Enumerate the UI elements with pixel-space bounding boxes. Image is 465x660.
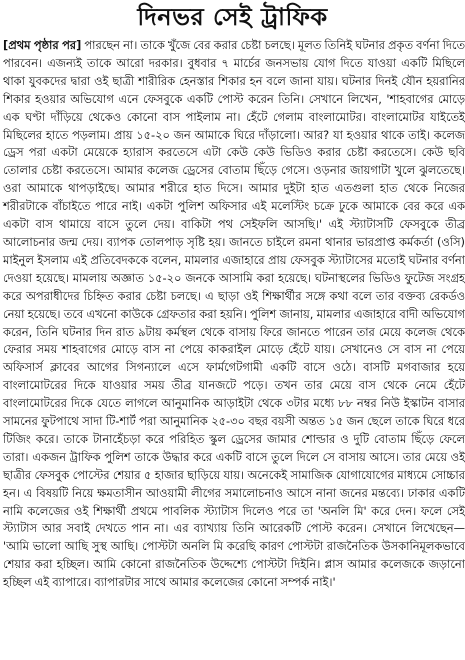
article-headline: দিনভর সেই ট্রাফিক [137,2,328,31]
article-body [3,37,465,592]
continuation-marker: [প্রথম পৃষ্ঠার পর] [3,38,82,52]
article-body-text: পারছেন না। তাকে খুঁজে বের করার চেষ্টা চলছে। মূলত তিনিই ঘটনার প্রকৃত বর্ণনা দিতে পারবেন। এজন্যই তাকে আরো দরকার। বুধবার ৭ মার্চের জনসভায় যোগ দিতে যাওয়া একটি মিছিলে থাকা যুবকদের দ্বারা ওই ছাত্রী শারীরিক হেনস্তার শিকার হন বলে জানা যায়। ঘটনার দিনই যৌন হয়রানির শিকার হওয়ার অভিযোগ এনে ফেসবুকে একটি পোস্ট করেন তিনি। সেখানে লিখেন, 'শাহবাগের মোড়ে এক ঘণ্টা দাঁড়িয়ে থেকেও কোনো বাস পাইলাম না। হেঁটে গেলাম বাংলামোটর। বাংলামোটর যাইতেই মিছিলের হাতে পড়লাম। প্রায় ১৫-২০ জন আমাকে ঘিরে দাঁড়ালো। আর? যা হওয়ার থাকে তাই। কলেজ ড্রেস পরা একটা মেয়েকে হ্যারাস করতেসে এটা কেউ কেউ ভিডিও করার চেষ্টা করতেসে। কেউ ছবি তোলার চেষ্টা করতেসে। আমার কলেজ ড্রেসের বোতাম ছিঁড়ে গেসে। ওড়নার জায়গাটা খুলে ঝুলতেছে। ওরা আমাকে থাপড়াইছে। আমার শরীরে হাত দিসে। আমার দুইটা হাত এতগুলা হাত থেকে নিজের শরীরটাকে বাঁচাইতে পারে নাই। একটা পুলিশ অফিসার এই মলেস্টিং চক্রে ঢুকে আমাকে বের করে এক একটা বাস থামায়ে বাসে তুলে দেয়। বাকিটা পথ সেইফলি আসছি।' এই স্ট্যাটাসটি ফেসবুকে তীব্র আলোচনার জন্ম দেয়। ব্যাপক তোলপাড় সৃষ্টি হয়। জানতে চাইলে রমনা থানার ভারপ্রাপ্ত কর্মকর্তা (ওসি) মাইনুল ইসলাম এই প্রতিবেদককে বলেন, মামলার এজাহারে প্রায় ফেসবুক স্ট্যাটাসের মতোই ঘটনার বর্ণনা দেওয়া হয়েছে। মামলায় অজ্ঞাত ১৫-২০ জনকে আসামি করা হয়েছে। ঘটনাস্থলের ভিডিও ফুটেজ সংগ্রহ করে অপরাধীদের চিহ্নিত করার চেষ্টা চলছে। এ ছাড়া ওই শিক্ষার্থীর সঙ্গে কথা বলে তার বক্তব্য রেকর্ডও নেয়া হয়েছে। তবে এখনো কাউকে গ্রেফতার করা হয়নি। পুলিশ জানায়, মামলার এজাহারে বাদী অভিযোগ করেন, তিনি ঘটনার দিন রাত ৯টায় কর্মস্থল থেকে বাসায় ফিরে জানতে পারেন তার মেয়ে কলেজ থেকে ফেরার সময় শাহবাগের মোড়ে বাস না পেয়ে কাকরাইল মোড়ে হেঁটে যায়। সেখানেও সে বাস না পেয়ে অফিসার্স ক্লাবের আগের সিগন্যালে এসে ফার্মগেটগামী একটি বাসে ওঠে। বাসটি মগবাজার হয়ে বাংলামোটরের দিকে যাওয়ার সময় তীব্র যানজটে পড়ে। তখন তার মেয়ে বাস থেকে নেমে হেঁটে বাংলামোটরের দিকে যেতে লাগলে আনুমানিক আড়াইটা থেকে ৩টার মধ্যে ৮৮ নম্বর নিউ ইস্কাটন বাসার সামনের ফুটপাথে সাদা টি-শার্ট পরা আনুমানিক ২৫-৩০ বছর বয়সী অন্তত ১৫ জন ছেলে তাকে ঘিরে ধরে টিজিং করে। তাকে টানাহেঁচড়া করে পরিহিত স্কুল ড্রেসের জামার শোল্ডার ও দুটি বোতাম ছিঁড়ে ফেলে তারা। একজন ট্রাফিক পুলিশ তাকে উদ্ধার করে একটি বাসে তুলে দিলে সে বাসায় আসে। তার মেয়ে ওই ছাত্রীর ফেসবুক পোস্টের শেয়ার ৫ হাজার ছাড়িয়ে যায়। অনেকেই সামাজিক যোগাযোগের মাধ্যমে সোচ্চার হন। এ বিষয়টি নিয়ে ক্ষমতাসীন আওয়ামী লীগের সমালোচনাও আসে নানা জনের মন্তব্যে। ঢাকার একটি নামি কলেজের ওই শিক্ষার্থী প্রথমে পাবলিক স্ট্যাটাস দিলেও পরে তা 'অনলি মি' করে দেন। ফলে সেই স্ট্যাটাস আর সবাই দেখতে পান না। এর ব্যাখ্যায় তিনি আরেকটি পোস্ট করেন। সেখানে লিখেছেন— 'আমি ভালো আছি সুস্থ আছি। পোস্টটা অনলি মি করেছি কারণ পোস্টটা রাজনৈতিক উসকানিমূলকভাবে শেয়ার করা হচ্ছিল। আমি কোনো রাজনৈতিক উদ্দেশ্যে পোস্টটা দিইনি। প্লাস আমার কলেজকে জড়ানো হচ্ছিল এই ব্যাপারে। ব্যাপারটার সাথে আমার কলেজের কোনো সম্পর্ক নাই।' [3,38,465,590]
